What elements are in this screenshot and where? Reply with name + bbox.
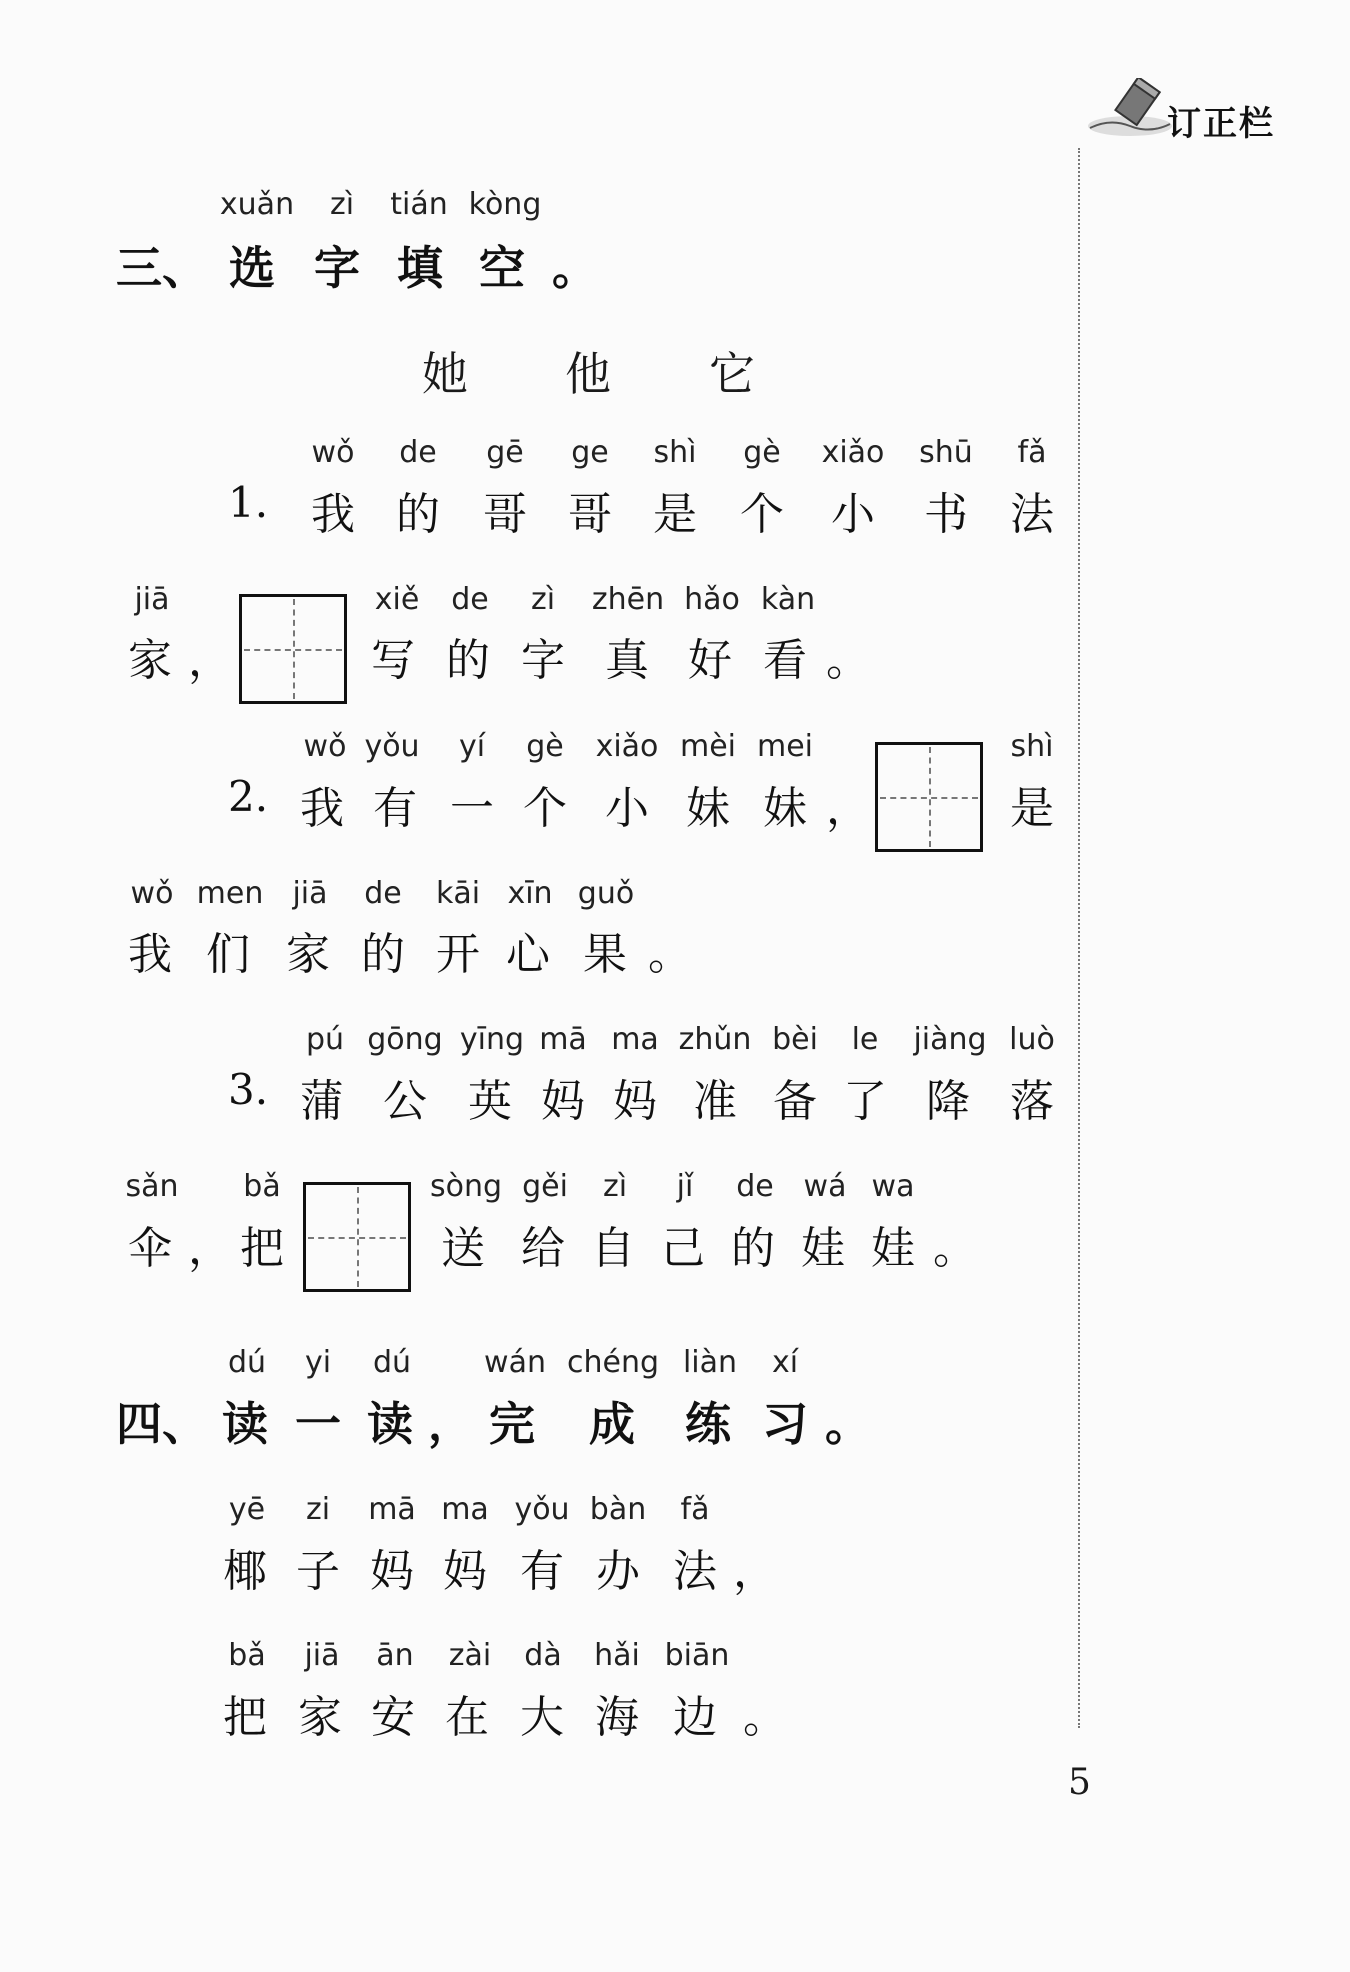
hanzi: 把 xyxy=(240,1223,284,1274)
pinyin: jiā xyxy=(134,582,170,617)
q3-line1-pinyin xyxy=(0,1022,1080,1058)
heading-char: 空 xyxy=(479,241,525,295)
pinyin: mā xyxy=(368,1492,416,1527)
pinyin: bèi xyxy=(772,1022,818,1057)
hanzi: 己 xyxy=(661,1223,705,1274)
pinyin: wán xyxy=(484,1345,546,1380)
pinyin: xiǎo xyxy=(821,435,885,470)
pinyin: bǎ xyxy=(228,1638,266,1673)
hanzi: 是 xyxy=(653,489,697,540)
hanzi: 子 xyxy=(296,1546,340,1597)
hanzi: 妹 xyxy=(686,783,730,834)
hanzi: 大 xyxy=(520,1692,564,1743)
hanzi: 的 xyxy=(446,635,490,686)
hanzi: 妈 xyxy=(370,1546,414,1597)
punctuation: 。 xyxy=(743,1692,787,1743)
pinyin: zì xyxy=(329,187,355,222)
pinyin: mèi xyxy=(679,729,737,764)
pinyin: yǒu xyxy=(364,729,420,764)
hanzi: 降 xyxy=(926,1076,970,1127)
hanzi: 伞 xyxy=(128,1223,172,1274)
hanzi: 的 xyxy=(731,1223,775,1274)
hanzi: 备 xyxy=(773,1076,817,1127)
hanzi: 自 xyxy=(591,1223,635,1274)
hanzi: 哥 xyxy=(483,489,527,540)
choice-she: 她 xyxy=(422,347,468,401)
hanzi: 落 xyxy=(1010,1076,1054,1127)
heading-char: 四、 xyxy=(116,1397,208,1451)
question-number: 2. xyxy=(228,772,269,821)
q2-line2-pinyin xyxy=(0,876,1080,912)
hanzi: 安 xyxy=(371,1692,415,1743)
hanzi: 妈 xyxy=(613,1076,657,1127)
section4-title xyxy=(0,1388,1080,1451)
hanzi: 果 xyxy=(583,929,627,980)
heading-char: 成 xyxy=(589,1397,635,1451)
q3-line1 xyxy=(0,1065,1080,1125)
punctuation: 。 xyxy=(933,1223,977,1274)
hanzi: 有 xyxy=(520,1546,564,1597)
pinyin: luò xyxy=(1009,1022,1055,1057)
hanzi: 小 xyxy=(831,489,875,540)
pinyin: ma xyxy=(611,1022,659,1057)
hanzi: 的 xyxy=(361,929,405,980)
hanzi: 个 xyxy=(740,489,784,540)
question-number: 3. xyxy=(228,1065,269,1114)
hanzi: 英 xyxy=(468,1076,512,1127)
choice-it: 它 xyxy=(709,347,755,401)
pinyin: jiàng xyxy=(913,1022,987,1057)
punctuation: ， xyxy=(188,635,232,686)
pinyin: mei xyxy=(756,729,814,764)
hanzi: 法 xyxy=(673,1546,717,1597)
pinyin: gōng xyxy=(367,1022,443,1057)
pinyin: bǎ xyxy=(243,1169,281,1204)
pinyin: yǒu xyxy=(514,1492,570,1527)
q3-line2 xyxy=(0,1212,1080,1272)
pinyin: kāi xyxy=(435,876,481,911)
hanzi: 给 xyxy=(521,1223,565,1274)
hanzi: 好 xyxy=(688,635,732,686)
q3-answer-box[interactable] xyxy=(303,1182,411,1292)
pinyin: shū xyxy=(919,435,973,470)
hanzi: 书 xyxy=(924,489,968,540)
pinyin: hǎi xyxy=(594,1638,640,1673)
hanzi: 妹 xyxy=(763,783,807,834)
hanzi: 娃 xyxy=(871,1223,915,1274)
pinyin: guǒ xyxy=(577,876,635,911)
hanzi: 真 xyxy=(605,635,649,686)
pinyin: liàn xyxy=(682,1345,738,1380)
q1-line1 xyxy=(0,478,1080,538)
hanzi: 妈 xyxy=(541,1076,585,1127)
pinyin: yīng xyxy=(459,1022,525,1057)
q1-answer-box[interactable] xyxy=(239,594,347,704)
hanzi: 心 xyxy=(506,929,550,980)
pinyin: pú xyxy=(305,1022,345,1057)
pinyin: kòng xyxy=(468,187,542,222)
q1-line2 xyxy=(0,624,1080,684)
correction-title: 订正栏 xyxy=(1167,104,1275,144)
pinyin: fǎ xyxy=(1017,435,1047,470)
hanzi: 小 xyxy=(605,783,649,834)
heading-char: 习 xyxy=(762,1397,808,1451)
pinyin: bàn xyxy=(589,1492,647,1527)
pinyin: de xyxy=(451,582,489,617)
pencil-icon xyxy=(1085,78,1175,148)
pinyin: wǒ xyxy=(130,876,174,911)
heading-char: 读 xyxy=(367,1397,413,1451)
pinyin: fǎ xyxy=(680,1492,710,1527)
q1-line1-pinyin xyxy=(0,435,1080,471)
hanzi: 看 xyxy=(763,635,807,686)
pinyin: de xyxy=(399,435,437,470)
pinyin: sòng xyxy=(429,1169,503,1204)
q1-line2-pinyin xyxy=(0,582,1080,618)
pinyin: de xyxy=(736,1169,774,1204)
pinyin: yi xyxy=(304,1345,332,1380)
pinyin: hǎo xyxy=(684,582,740,617)
hanzi: 送 xyxy=(441,1223,485,1274)
pinyin: xiǎo xyxy=(595,729,659,764)
hanzi: 了 xyxy=(843,1076,887,1127)
heading-char: 读 xyxy=(222,1397,268,1451)
heading-char: 一 xyxy=(295,1397,341,1451)
hanzi: 边 xyxy=(673,1692,717,1743)
pinyin: shì xyxy=(1010,729,1054,764)
hanzi: 是 xyxy=(1010,783,1054,834)
pinyin: gěi xyxy=(522,1169,568,1204)
page-number: 5 xyxy=(1068,1762,1091,1803)
pinyin: jǐ xyxy=(676,1169,694,1204)
pinyin: biān xyxy=(664,1638,730,1673)
pinyin: xí xyxy=(771,1345,799,1380)
hanzi: 的 xyxy=(396,489,440,540)
hanzi: 椰 xyxy=(223,1546,267,1597)
hanzi: 开 xyxy=(436,929,480,980)
pinyin: shì xyxy=(653,435,697,470)
hanzi: 海 xyxy=(595,1692,639,1743)
punctuation: ， xyxy=(733,1546,777,1597)
pinyin: zhǔn xyxy=(678,1022,752,1057)
hanzi: 一 xyxy=(450,783,494,834)
heading-char: 。 xyxy=(552,241,598,295)
hanzi: 公 xyxy=(383,1076,427,1127)
pinyin: xiě xyxy=(374,582,420,617)
poem-line2-pinyin xyxy=(0,1638,1080,1674)
pinyin: xuǎn xyxy=(219,187,295,222)
section3-title-pinyin xyxy=(0,187,1000,223)
pinyin: ān xyxy=(376,1638,414,1673)
punctuation: ， xyxy=(188,1223,232,1274)
pinyin: zhēn xyxy=(591,582,665,617)
section3-title xyxy=(0,232,1000,295)
pinyin: wá xyxy=(803,1169,847,1204)
correction-header xyxy=(1085,78,1315,158)
pinyin: jiā xyxy=(304,1638,340,1673)
hanzi: 蒲 xyxy=(300,1076,344,1127)
pinyin: dú xyxy=(372,1345,412,1380)
heading-char: 完 xyxy=(489,1397,535,1451)
hanzi: 家 xyxy=(286,929,330,980)
pinyin: jiā xyxy=(292,876,328,911)
heading-char: 练 xyxy=(685,1397,731,1451)
hanzi: 们 xyxy=(206,929,250,980)
pinyin: yí xyxy=(458,729,486,764)
pinyin: dú xyxy=(227,1345,267,1380)
hanzi: 家 xyxy=(128,635,172,686)
pinyin: dà xyxy=(524,1638,562,1673)
pinyin: tián xyxy=(390,187,448,222)
heading-char: 字 xyxy=(314,241,360,295)
hanzi: 准 xyxy=(693,1076,737,1127)
pinyin: le xyxy=(851,1022,879,1057)
hanzi: 哥 xyxy=(568,489,612,540)
hanzi: 字 xyxy=(521,635,565,686)
choice-he: 他 xyxy=(565,347,611,401)
punctuation: 。 xyxy=(648,929,692,980)
hanzi: 在 xyxy=(445,1692,489,1743)
pinyin: zi xyxy=(305,1492,331,1527)
hanzi: 娃 xyxy=(801,1223,845,1274)
heading-char: 填 xyxy=(397,241,443,295)
q2-answer-box[interactable] xyxy=(875,742,983,852)
pinyin: wǒ xyxy=(311,435,355,470)
hanzi: 个 xyxy=(523,783,567,834)
pinyin: men xyxy=(196,876,264,911)
pinyin: ma xyxy=(441,1492,489,1527)
q2-line2 xyxy=(0,918,1080,978)
hanzi: 家 xyxy=(298,1692,342,1743)
poem-line1-pinyin xyxy=(0,1492,1080,1528)
poem-line2 xyxy=(0,1681,1080,1741)
pinyin: ge xyxy=(571,435,609,470)
pinyin: yē xyxy=(228,1492,266,1527)
heading-char: 三、 xyxy=(116,241,208,295)
pinyin: zì xyxy=(602,1169,628,1204)
pinyin: kàn xyxy=(760,582,816,617)
pinyin: zài xyxy=(448,1638,492,1673)
heading-char: 。 xyxy=(825,1397,871,1451)
punctuation: ， xyxy=(826,783,870,834)
hanzi: 我 xyxy=(300,783,344,834)
hanzi: 写 xyxy=(371,635,415,686)
pinyin: xīn xyxy=(507,876,553,911)
punctuation: ， xyxy=(428,1399,472,1450)
hanzi: 妈 xyxy=(443,1546,487,1597)
hanzi: 有 xyxy=(373,783,417,834)
heading-char: 选 xyxy=(229,241,275,295)
pinyin: wa xyxy=(871,1169,915,1204)
pinyin: zì xyxy=(530,582,556,617)
pinyin: gē xyxy=(486,435,524,470)
pinyin: de xyxy=(364,876,402,911)
pinyin: mā xyxy=(539,1022,587,1057)
question-number: 1. xyxy=(228,478,269,527)
hanzi: 法 xyxy=(1010,489,1054,540)
hanzi: 我 xyxy=(128,929,172,980)
poem-line1 xyxy=(0,1535,1080,1595)
punctuation: 。 xyxy=(826,635,870,686)
section4-title-pinyin xyxy=(0,1345,1080,1381)
hanzi: 我 xyxy=(311,489,355,540)
hanzi: 把 xyxy=(223,1692,267,1743)
pinyin: gè xyxy=(526,729,564,764)
hanzi: 办 xyxy=(596,1546,640,1597)
pinyin: gè xyxy=(743,435,781,470)
q3-line2-pinyin xyxy=(0,1169,1080,1205)
pinyin: wǒ xyxy=(303,729,347,764)
pinyin: chéng xyxy=(566,1345,660,1380)
pinyin: sǎn xyxy=(125,1169,179,1204)
